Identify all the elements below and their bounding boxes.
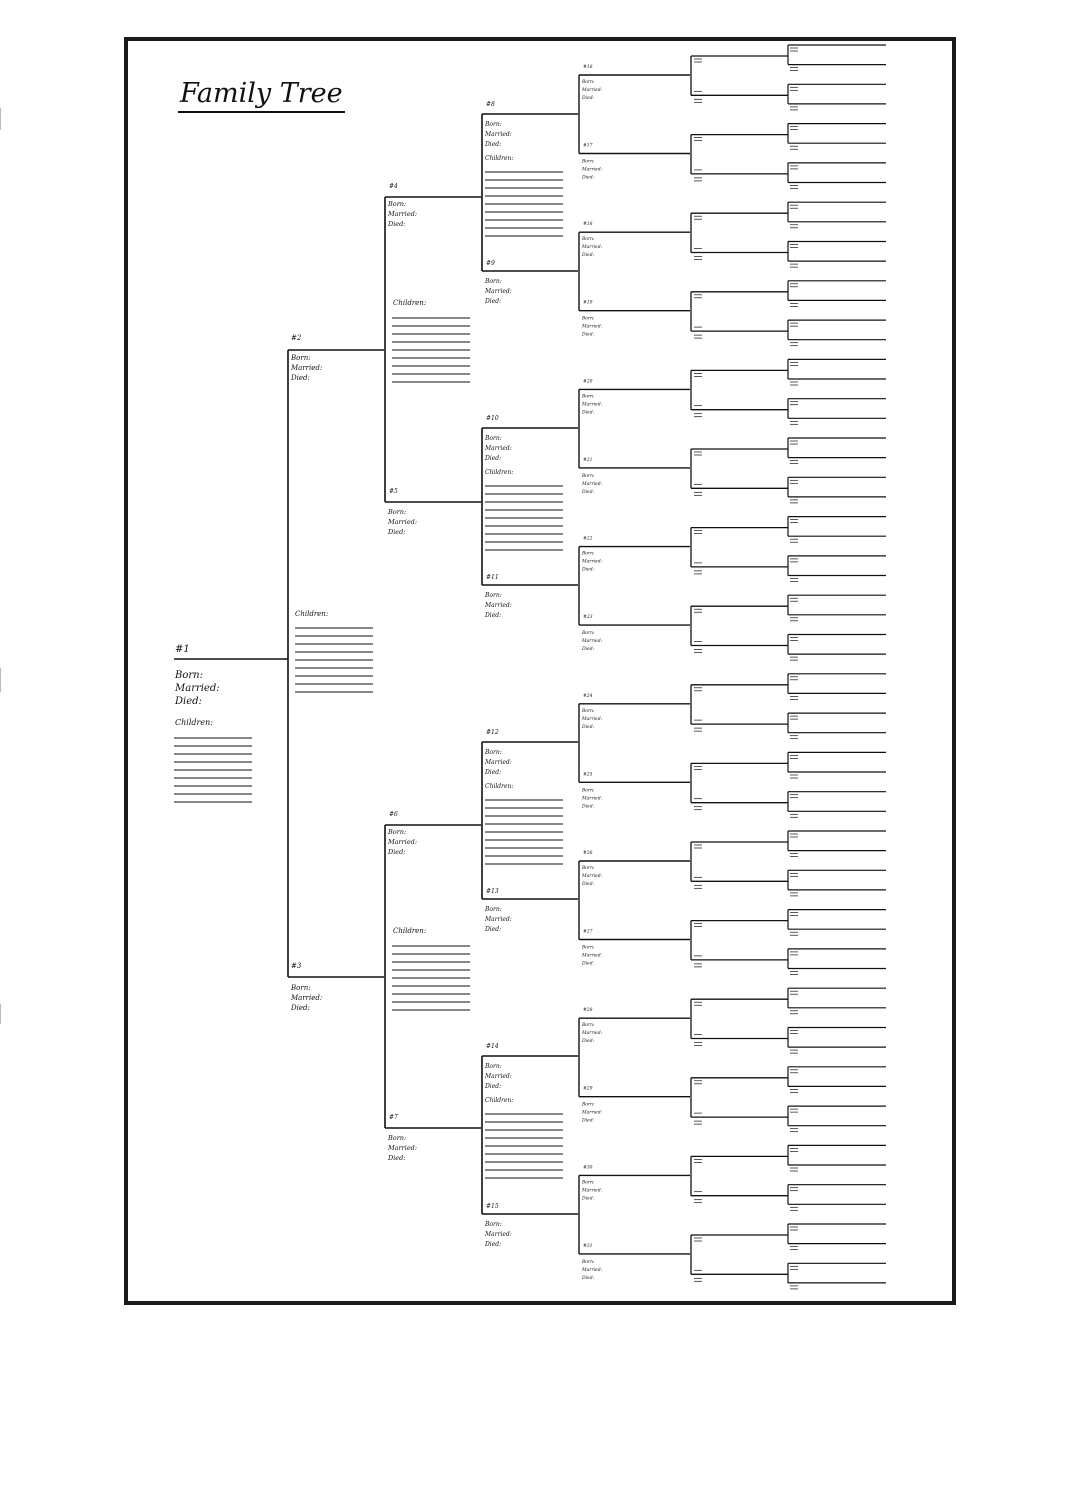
married-label: Married: <box>485 1073 512 1080</box>
person-number: #21 <box>583 457 593 463</box>
children-label: Children: <box>485 155 514 162</box>
person-number: #4 <box>389 183 398 190</box>
died-label: Died: <box>485 298 502 305</box>
died-label: Died: <box>485 455 502 462</box>
died-label: Died: <box>582 1118 595 1124</box>
married-label: Married: <box>388 210 418 218</box>
died-label: Died: <box>485 1241 502 1248</box>
married-label: Married: <box>291 364 323 372</box>
born-label: Born: <box>388 1134 407 1142</box>
died-label: Died: <box>582 882 595 887</box>
born-label: Born: <box>582 159 595 165</box>
died-label: Died: <box>291 374 310 382</box>
married-label: Married: <box>291 994 323 1002</box>
married-label: Married: <box>582 1188 603 1194</box>
person-number: #28 <box>583 1008 593 1014</box>
born-label: Born: <box>582 551 595 557</box>
died-label: Died: <box>485 769 502 776</box>
born-label: Born: <box>388 200 407 208</box>
person-number: #7 <box>389 1114 398 1121</box>
died-label: Died: <box>582 724 595 730</box>
married-label: Married: <box>582 1267 603 1273</box>
died-label: Died: <box>485 926 502 933</box>
person-number: #23 <box>583 615 593 621</box>
born-label: Born: <box>582 866 595 871</box>
person-number: #12 <box>486 729 499 736</box>
died-label: Died: <box>485 612 502 619</box>
born-label: Born: <box>485 278 502 285</box>
person-number: #20 <box>583 379 593 385</box>
born-label: Born: <box>582 1023 595 1029</box>
married-label: Married: <box>388 838 418 846</box>
person-number: #9 <box>486 260 495 267</box>
married-label: Married: <box>485 759 512 766</box>
married-label: Married: <box>485 288 512 295</box>
married-label: Married: <box>582 716 603 722</box>
died-label: Died: <box>388 220 406 228</box>
died-label: Died: <box>582 804 595 810</box>
married-label: Married: <box>485 445 512 452</box>
married-label: Married: <box>388 518 418 526</box>
died-label: Died: <box>582 1196 595 1202</box>
person-number: #27 <box>583 929 593 935</box>
died-label: Died: <box>582 253 595 259</box>
born-label: Born: <box>582 237 595 243</box>
children-label: Children: <box>485 1097 514 1104</box>
died-label: Died: <box>582 567 595 573</box>
person-number: #14 <box>486 1043 499 1050</box>
married-label: Married: <box>582 167 603 173</box>
born-label: Born: <box>582 708 595 714</box>
person-number: #2 <box>291 334 302 342</box>
born-label: Born: <box>175 670 203 681</box>
married-label: Married: <box>582 324 603 330</box>
born-label: Born: <box>485 1221 502 1228</box>
died-label: Died: <box>388 1154 406 1162</box>
born-label: Born: <box>582 1180 595 1186</box>
children-label: Children: <box>175 718 213 727</box>
married-label: Married: <box>582 402 603 408</box>
married-label: Married: <box>582 953 603 959</box>
born-label: Born: <box>388 828 407 836</box>
person-number: #16 <box>583 65 593 70</box>
born-label: Born: <box>485 435 502 442</box>
born-label: Born: <box>291 354 311 362</box>
person-number: #30 <box>583 1165 593 1171</box>
married-label: Married: <box>582 796 603 802</box>
married-label: Married: <box>582 245 603 251</box>
born-label: Born: <box>291 984 311 992</box>
died-label: Died: <box>388 848 406 856</box>
born-label: Born: <box>582 394 595 400</box>
person-number: #5 <box>389 488 398 495</box>
person-number: #29 <box>583 1086 593 1092</box>
married-label: Married: <box>582 874 603 879</box>
person-number: #11 <box>486 574 499 581</box>
died-label: Died: <box>582 1275 595 1281</box>
died-label: Died: <box>582 332 595 338</box>
died-label: Died: <box>582 96 595 101</box>
born-label: Born: <box>485 749 502 756</box>
person-number: #18 <box>583 222 593 228</box>
died-label: Died: <box>175 696 202 707</box>
person-number: #22 <box>583 536 593 542</box>
children-label: Children: <box>485 469 514 476</box>
married-label: Married: <box>582 1110 603 1116</box>
died-label: Died: <box>291 1004 310 1012</box>
person-number: #15 <box>486 1203 499 1210</box>
married-label: Married: <box>582 639 603 645</box>
married-label: Married: <box>388 1144 418 1152</box>
married-label: Married: <box>582 481 603 487</box>
died-label: Died: <box>485 1083 502 1090</box>
born-label: Born: <box>485 906 502 913</box>
died-label: Died: <box>582 1039 595 1045</box>
person-number: #24 <box>583 693 593 699</box>
person-number: #6 <box>389 811 398 818</box>
died-label: Died: <box>582 410 595 416</box>
married-label: Married: <box>485 131 512 138</box>
person-number: #1 <box>175 644 190 655</box>
died-label: Died: <box>582 489 595 495</box>
person-number: #3 <box>291 962 302 970</box>
married-label: Married: <box>175 683 220 694</box>
married-label: Married: <box>485 602 512 609</box>
children-label: Children: <box>393 927 427 935</box>
person-number: #10 <box>486 415 499 422</box>
person-number: #19 <box>583 300 593 306</box>
person-number: #8 <box>486 101 495 108</box>
died-label: Died: <box>388 528 406 536</box>
children-label: Children: <box>393 299 427 307</box>
died-label: Died: <box>582 175 595 181</box>
born-label: Born: <box>582 1259 595 1265</box>
born-label: Born: <box>582 788 595 794</box>
person-number: #17 <box>583 143 593 149</box>
died-label: Died: <box>582 647 595 653</box>
married-label: Married: <box>582 559 603 565</box>
married-label: Married: <box>582 1031 603 1037</box>
born-label: Born: <box>485 1063 502 1070</box>
born-label: Born: <box>582 1102 595 1108</box>
born-label: Born: <box>485 592 502 599</box>
born-label: Born: <box>582 631 595 637</box>
children-label: Children: <box>295 610 329 618</box>
married-label: Married: <box>485 916 512 923</box>
born-label: Born: <box>582 316 595 322</box>
children-label: Children: <box>485 783 514 790</box>
born-label: Born: <box>582 945 595 951</box>
died-label: Died: <box>485 141 502 148</box>
person-number: #26 <box>583 851 593 856</box>
born-label: Born: <box>582 80 595 85</box>
person-number: #31 <box>583 1243 593 1249</box>
married-label: Married: <box>485 1231 512 1238</box>
died-label: Died: <box>582 961 595 967</box>
person-number: #25 <box>583 772 593 778</box>
born-label: Born: <box>388 508 407 516</box>
page-title: Family Tree <box>178 78 345 113</box>
born-label: Born: <box>582 473 595 479</box>
married-label: Married: <box>582 88 603 93</box>
person-number: #13 <box>486 888 499 895</box>
born-label: Born: <box>485 121 502 128</box>
